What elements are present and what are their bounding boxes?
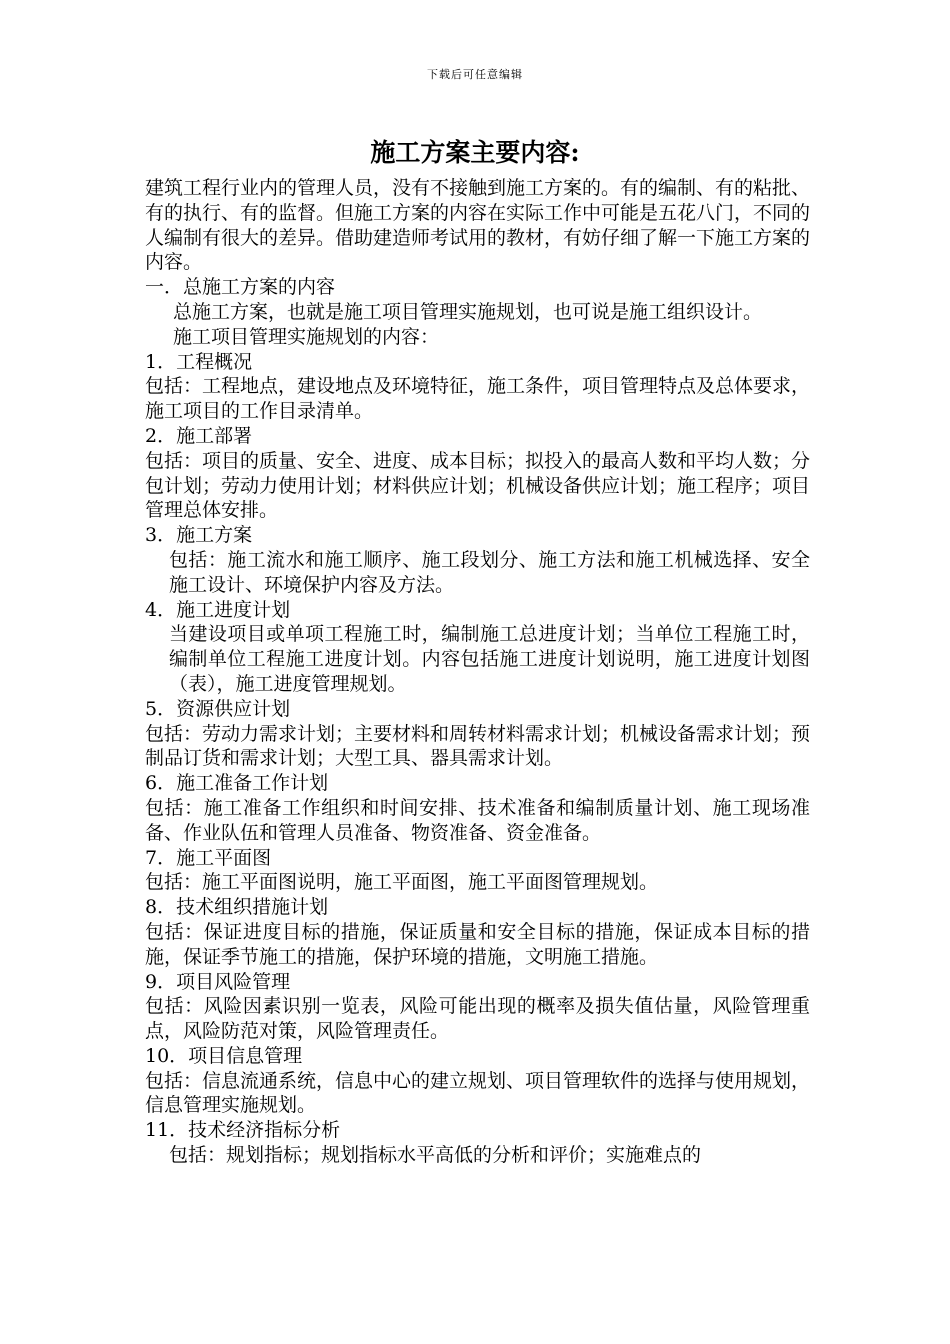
- paragraph: 包括：风险因素识别一览表，风险可能出现的概率及损失值估量，风险管理重点，风险防范对策，风险管理责任。: [145, 995, 810, 1043]
- paragraph: 包括：信息流通系统，信息中心的建立规划、项目管理软件的选择与使用规划，信息管理实施规划。: [145, 1069, 811, 1117]
- page-header-note: 下载后可任意编辑: [427, 68, 523, 81]
- item-heading: 9．项目风险管理: [145, 970, 291, 993]
- item-heading: 4．施工进度计划: [145, 598, 291, 621]
- paragraph: 包括：保证进度目标的措施，保证质量和安全目标的措施，保证成本目标的措施，保证季节施工的措施，保护环境的措施，文明施工措施。: [145, 920, 810, 968]
- paragraph: 包括：规划指标；规划指标水平高低的分析和评价；实施难点的: [169, 1144, 702, 1167]
- paragraph: 施工项目管理实施规划的内容：: [173, 325, 440, 348]
- paragraph: 总施工方案，也就是施工项目管理实施规划，也可说是施工组织设计。: [173, 300, 763, 323]
- paragraph: 包括：劳动力需求计划；主要材料和周转材料需求计划；机械设备需求计划；预制品订货和需求计划；大型工具、器具需求计划。: [145, 722, 811, 770]
- paragraph: 包括：施工流水和施工顺序、施工段划分、施工方法和施工机械选择、安全施工设计、环境保护内容及方法。: [169, 548, 810, 596]
- paragraph: 包括：施工准备工作组织和时间安排、技术准备和编制质量计划、施工现场准备、作业队伍和管理人员准备、物资准备、资金准备。: [145, 796, 810, 844]
- item-heading: 6．施工准备工作计划: [145, 772, 329, 795]
- item-heading: 7．施工平面图: [145, 846, 272, 869]
- item-heading: 3．施工方案: [145, 524, 253, 547]
- item-heading: 1．工程概况: [145, 350, 253, 373]
- paragraph: 当建设项目或单项工程施工时，编制施工总进度计划；当单位工程施工时，编制单位工程施工进度计划。内容包括施工进度计划说明，施工进度计划图（表），施工进度管理规划。: [169, 623, 810, 695]
- paragraph: 包括：项目的质量、安全、进度、成本目标；拟投入的最高人数和平均人数；分包计划；劳动力使用计划；材料供应计划；机械设备供应计划；施工程序；项目管理总体安排。: [145, 449, 811, 522]
- item-heading: 5．资源供应计划: [145, 697, 291, 720]
- item-heading: 8．技术组织措施计划: [145, 896, 329, 919]
- intro-paragraph: 建筑工程行业内的管理人员，没有不接触到施工方案的。有的编制、有的粘批、有的执行、有的监督。但施工方案的内容在实际工作中可能是五花八门，不同的人编制有很大的差异。借助建造师考试用的教材，有妨仔细了解一下施工方案的内容。: [145, 177, 811, 274]
- item-heading: 2．施工部署: [145, 424, 253, 447]
- item-heading: 10．项目信息管理: [145, 1044, 303, 1067]
- document-title: 施工方案主要内容:: [370, 138, 580, 167]
- document-body: [145, 176, 810, 1168]
- section-heading: 一．总施工方案的内容: [145, 276, 336, 299]
- paragraph: 包括：工程地点，建设地点及环境特征，施工条件，项目管理特点及总体要求，施工项目的工作目录清单。: [145, 375, 811, 423]
- paragraph: 包括：施工平面图说明，施工平面图，施工平面图管理规划。: [145, 871, 659, 894]
- item-heading: 11．技术经济指标分析: [145, 1119, 341, 1142]
